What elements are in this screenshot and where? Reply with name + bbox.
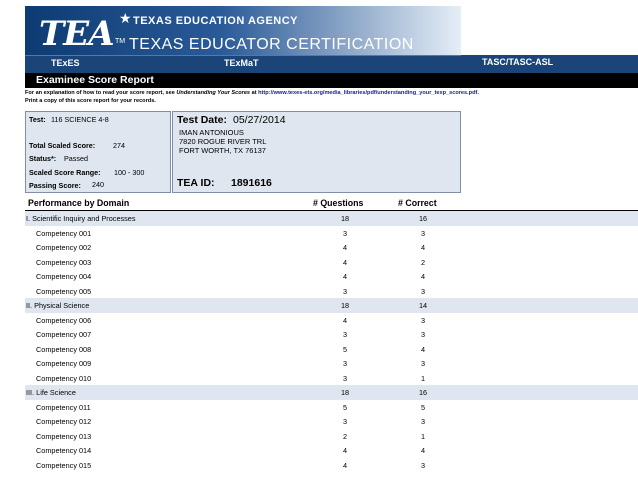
row-questions: 18 [340, 214, 350, 223]
nav-texmat[interactable]: TExMaT [224, 58, 259, 68]
col-questions-header: # Questions [313, 198, 364, 208]
row-correct: 2 [420, 257, 426, 267]
expl-end: . [477, 90, 479, 96]
row-correct: 4 [420, 243, 426, 252]
row-correct: 3 [420, 330, 426, 339]
total-scaled-score-label: Total Scaled Score: [29, 141, 96, 150]
row-name: Competency 010 [36, 373, 92, 383]
domain-row [25, 211, 638, 226]
competency-row [25, 458, 638, 473]
row-questions: 3 [342, 228, 348, 238]
certification-title: TEXAS EDUCATOR CERTIFICATION [129, 36, 414, 53]
expl-italic: Understanding Your Scores [176, 90, 251, 96]
examinee-name: IMAN ANTONIOUS [179, 128, 244, 137]
report-title: Examinee Score Report [36, 74, 154, 86]
row-name: Competency 008 [36, 344, 92, 354]
competency-row [25, 240, 638, 255]
competency-row [25, 226, 638, 241]
row-questions: 4 [342, 315, 348, 325]
row-name: II. Physical Science [26, 301, 90, 310]
row-name: I. Scientific Inquiry and Processes [26, 214, 136, 223]
row-questions: 4 [342, 272, 348, 281]
expl-url-link[interactable]: http://www.texes-ets.org/media_libraries/pdf/understanding_your_texp_scores.pdf [258, 90, 478, 96]
competency-row [25, 342, 638, 357]
col-domain-header: Performance by Domain [28, 198, 130, 208]
competency-row [25, 255, 638, 270]
row-name: Competency 015 [36, 460, 92, 470]
row-name: Competency 013 [36, 431, 92, 441]
tea-id-value: 1891616 [231, 177, 272, 189]
expl-prefix: For an explanation of how to read your score report, see [25, 90, 177, 96]
examinee-info-box [172, 111, 461, 193]
row-correct: 4 [420, 272, 426, 281]
test-date-label: Test Date: [177, 114, 227, 126]
expl-mid: at [250, 90, 259, 96]
competency-row [25, 327, 638, 342]
passing-score-label: Passing Score: [29, 181, 81, 190]
expl-print-note: Print a copy of this score report for your records. [25, 97, 156, 104]
status-label: Status*: [29, 154, 57, 163]
row-name: Competency 011 [36, 402, 91, 412]
row-correct: 3 [420, 417, 426, 426]
row-name: Competency 002 [36, 243, 92, 252]
row-correct: 4 [420, 446, 426, 455]
row-name: Competency 012 [36, 417, 92, 426]
col-correct-header: # Correct [398, 198, 437, 208]
row-correct: 16 [418, 214, 428, 223]
passing-score-value: 240 [92, 180, 104, 189]
competency-row [25, 429, 638, 444]
row-name: Competency 001 [36, 228, 92, 238]
competency-row [25, 356, 638, 371]
row-correct: 5 [420, 402, 426, 412]
row-questions: 4 [342, 243, 348, 252]
row-name: Competency 004 [36, 272, 92, 281]
row-correct: 4 [420, 344, 426, 354]
row-correct: 3 [420, 315, 426, 325]
row-name: Competency 009 [36, 359, 92, 368]
row-questions: 3 [342, 286, 348, 296]
row-correct: 1 [420, 373, 426, 383]
competency-row [25, 414, 638, 429]
row-questions: 5 [342, 402, 348, 412]
status-value: Passed [64, 154, 88, 163]
row-correct: 3 [420, 359, 426, 368]
row-questions: 4 [342, 257, 348, 267]
row-name: Competency 014 [36, 446, 92, 455]
explanation-text [25, 90, 635, 105]
trademark-mark: TM [115, 38, 126, 45]
row-questions: 3 [342, 359, 348, 368]
row-name: Competency 007 [36, 330, 92, 339]
row-questions: 3 [342, 373, 348, 383]
competency-row [25, 269, 638, 284]
test-label: Test: [29, 115, 46, 124]
row-correct: 3 [420, 228, 426, 238]
address-line-1: 7820 ROGUE RIVER TRL [179, 137, 267, 146]
competency-row [25, 313, 638, 328]
row-questions: 4 [342, 460, 348, 470]
competency-row [25, 284, 638, 299]
score-summary-box [25, 111, 171, 193]
row-correct: 1 [420, 431, 426, 441]
competency-row [25, 443, 638, 458]
agency-name: TEXAS EDUCATION AGENCY [133, 15, 299, 27]
row-name: III. Life Science [26, 388, 76, 397]
nav-tasc[interactable]: TASC/TASC-ASL [482, 57, 554, 67]
row-correct: 3 [420, 460, 426, 470]
row-correct: 16 [418, 388, 428, 397]
row-questions: 18 [340, 301, 350, 310]
row-correct: 14 [418, 301, 428, 310]
total-scaled-score-value: 274 [113, 141, 125, 150]
row-questions: 3 [342, 417, 348, 426]
row-correct: 3 [420, 286, 426, 296]
performance-table-header [25, 196, 638, 211]
row-name: Competency 005 [36, 286, 92, 296]
row-name: Competency 006 [36, 315, 92, 325]
row-name: Competency 003 [36, 257, 92, 267]
domain-row [25, 385, 638, 400]
row-questions: 5 [342, 344, 348, 354]
scaled-range-label: Scaled Score Range: [29, 168, 101, 177]
test-date-value: 05/27/2014 [233, 114, 286, 126]
tea-logo: TEA [39, 14, 114, 54]
row-questions: 18 [340, 388, 350, 397]
program-nav [25, 55, 461, 73]
star-icon: ★ [119, 10, 132, 26]
row-questions: 2 [342, 431, 348, 441]
domain-row [25, 298, 638, 313]
scaled-range-value: 100 - 300 [114, 168, 145, 177]
program-nav-right [461, 55, 638, 73]
test-value: 116 SCIENCE 4-8 [51, 115, 109, 124]
address-line-2: FORT WORTH, TX 76137 [179, 146, 266, 155]
competency-row [25, 400, 638, 415]
row-questions: 3 [342, 330, 348, 339]
nav-texes[interactable]: TExES [51, 58, 80, 68]
tea-id-label: TEA ID: [177, 177, 215, 189]
row-questions: 4 [342, 446, 348, 455]
competency-row [25, 371, 638, 386]
report-title-bar [25, 73, 638, 88]
